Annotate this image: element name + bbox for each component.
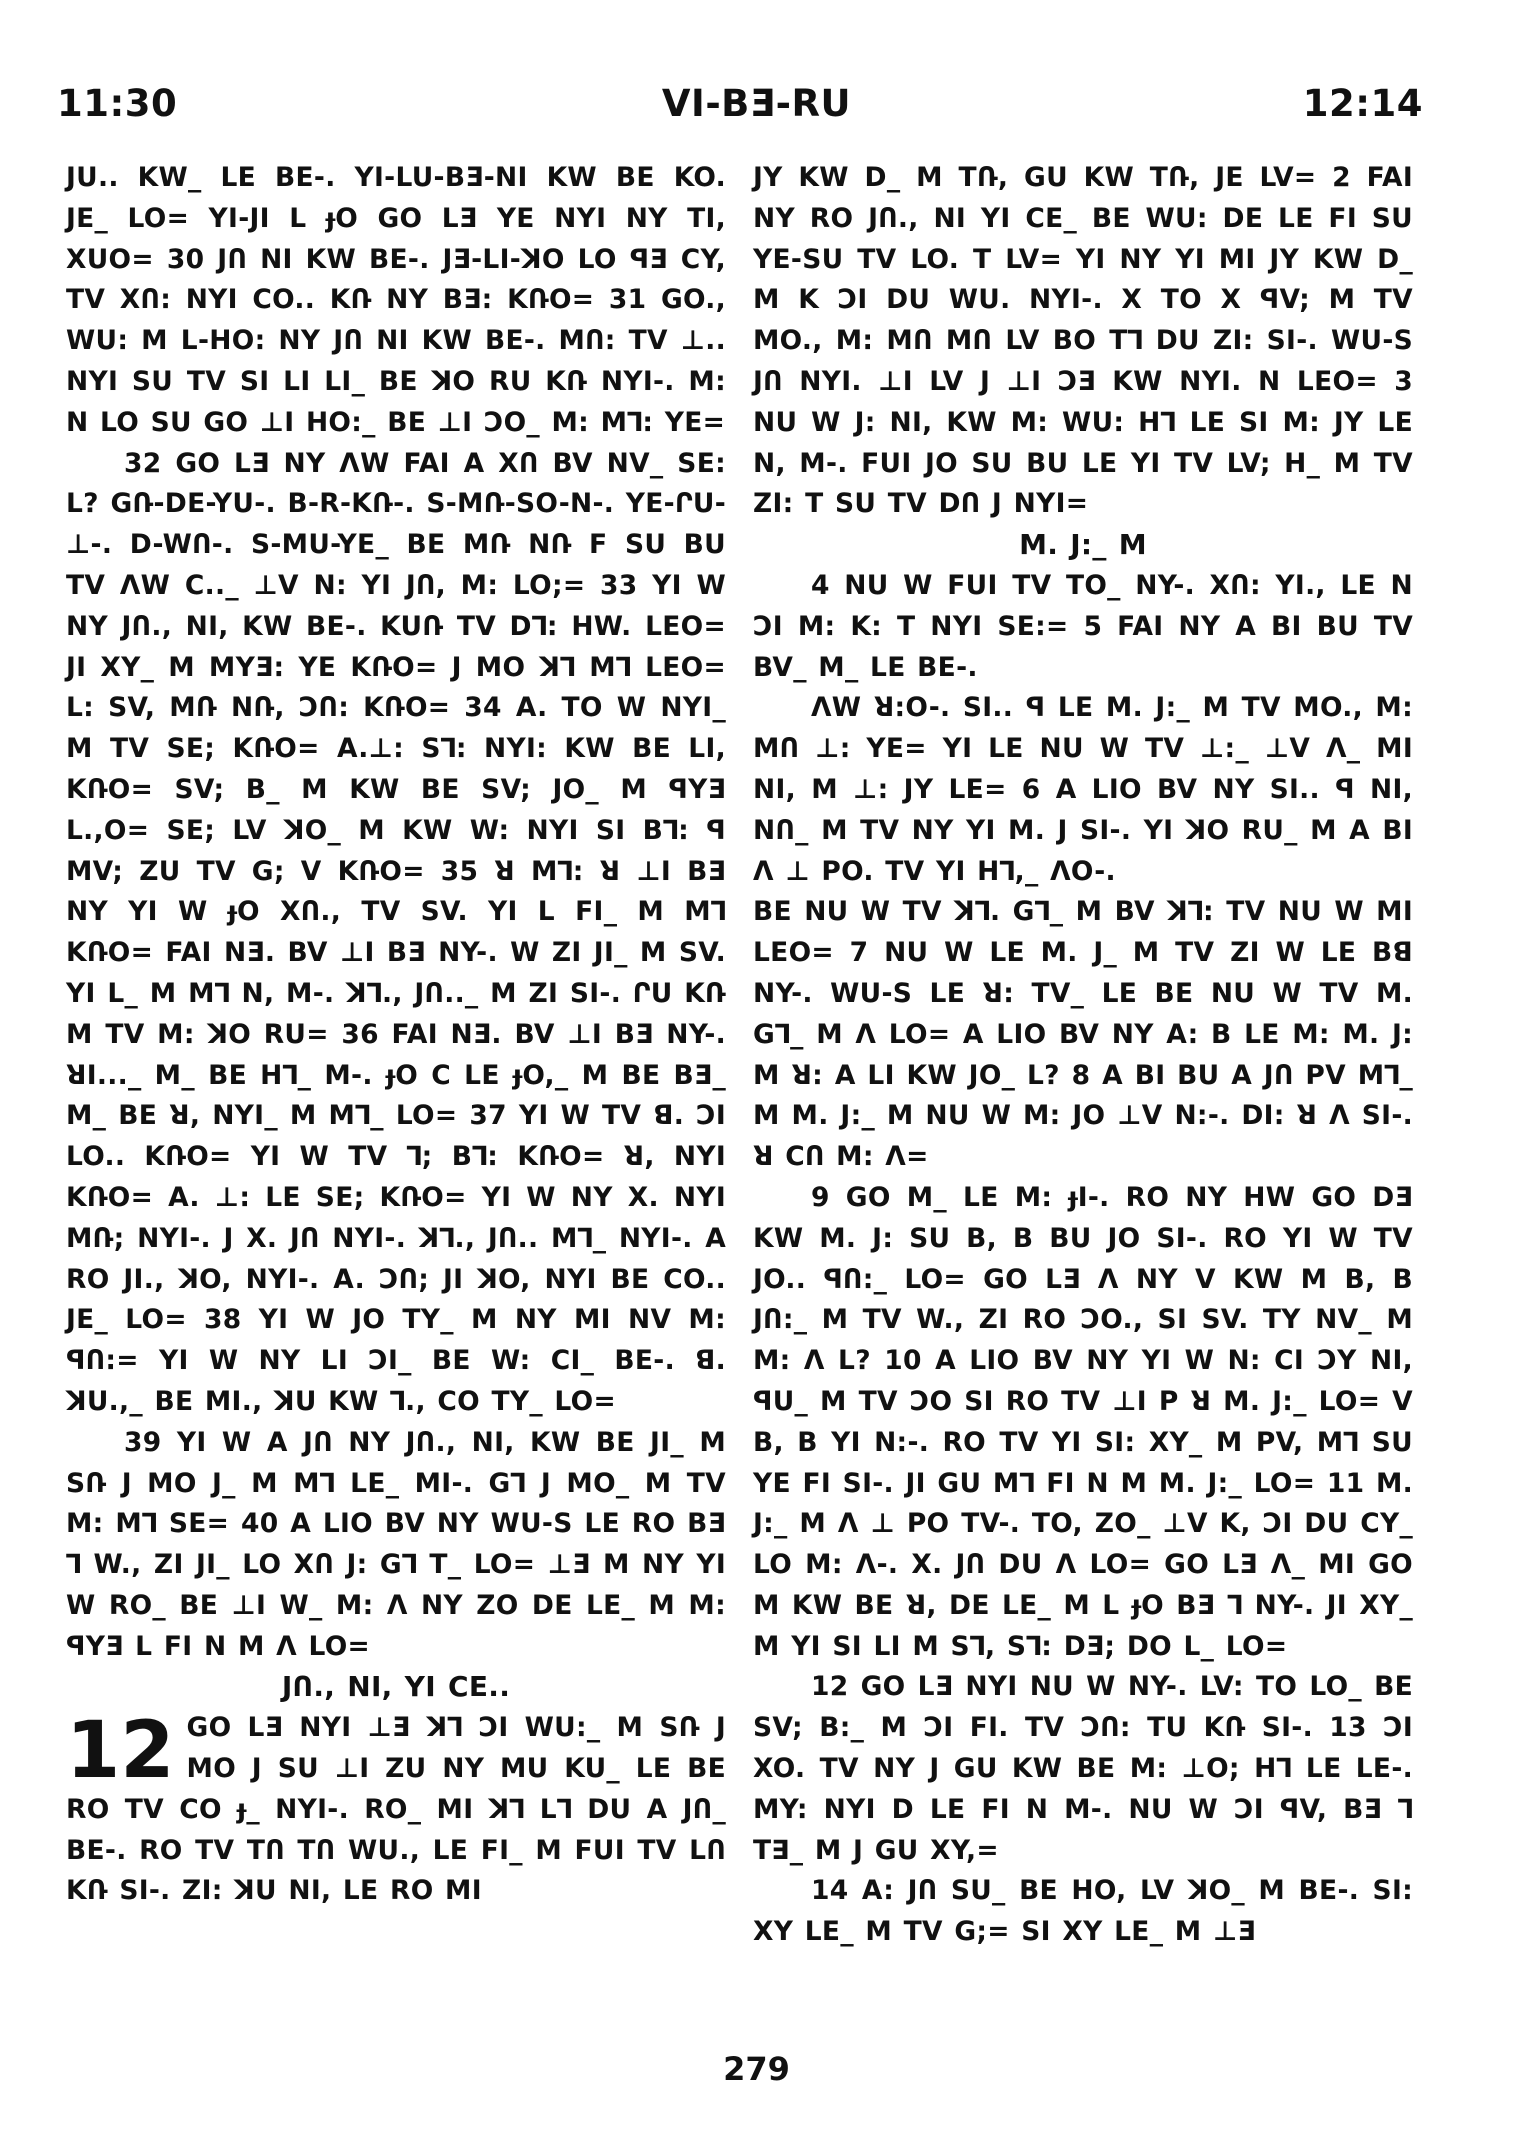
paragraph: BE NU W TV ꓘ⅂. G⅂_ M BV ꓘ⅂: TV NU W MI LEO= 7 NU W LE M. J_ M TV ZI W LE Bꓭ NY-. WU-S LE ꓤ: TV_ LE BE NU W TV M. G⅂_ M Λ LO= A LIO BV NY A: B LE M: M. J: M ꓤ: A LI KW JO_ L? 8 A BI BU A JՈ PV M⅂_ M M. J:_ M NU W M: JO ⊥V N:-. DI: ꓤ Λ SI-. ꓤ CՈ M: Λ= bbox=[753, 896, 1413, 1173]
paragraph: 12 GO LƎ NYI NU W NY-. LV: TO LO_ BE SV; B:_ M ƆI FI. TV ƆՈ: TU KՌ SI-. 13 ƆI XO. TV NY J GU KW BE M: ⊥O; H⅂ LE LE-. MY: NYI D LE FI N M-. NU W ƆI ꟼV, BƎ ⅂ T∃_ M J GU XY,= bbox=[753, 1671, 1413, 1866]
paragraph: JY KW D_ M TՌ, GU KW TՌ, JE LV= 2 FAI NY RO JՈ., NI YI CE_ BE WU: DE LE FI SU YE-SU TV LO. T LV= YI NY YI MI JY KW D_ M K ƆI DU WU. NYI-. X TO X ꟼV; M TV MO., M: MՈ MՈ LV BO T⅂ DU ZI: SI-. WU-S JՈ NYI. ⊥I LV J ⊥I ƆƎ KW NYI. N LEO= 3 NU W J: NI, KW M: WU: H⅂ LE SI M: JY LE N, M-. FUI JO SU BU LE YI TV LV; H_ M TV ZI: T SU TV DՈ J NYI= bbox=[753, 162, 1413, 520]
paragraph: 9 GO M_ LE M: ɟI-. RO NY HW GO DƎ KW M. J: SU B, B BU JO SI-. RO YI W TV JO.. ꟼՈ:_ LO= GO LƎ Λ NY V KW M B, B JՈ:_ M TV W., ZI RO ƆO., SI SV. TY NV_ M M: Λ L? 10 A LIO BV NY YI W N: CI ƆY NI, ꟼU_ M TV ƆO SI RO TV ⊥I P ꓤ M. J:_ LO= V B, B YI N:-. RO TV YI SI: XY_ M PV, M⅂ SU YE FI SI-. JI GU M⅂ FI N M M. J:_ LO= 11 M. J:_ M Λ ⊥ PO TV-. TO, ZO_ ⊥V K, ƆI DU CY_ LO M: Λ-. X. JՈ DU Λ LO= GO LƎ Λ_ MI GO M KW BE ꓤ, DE LE_ M L ɟO BƎ ⅂ NY-. JI XY_ M YI SI LI M S⅂, S⅂: DƎ; DO L_ LO= bbox=[753, 1181, 1413, 1662]
header-book-title: VI-BƎ-RU bbox=[661, 82, 852, 125]
right-column bbox=[753, 158, 1413, 1953]
left-column bbox=[66, 158, 726, 1912]
paragraph: JU.. KW_ LE BE-. YI-LU-BƎ-NI KW BE KO. JE_ LO= YI-JI L ɟO GO LƎ YE NYI NY TI, XUO= 30 JՈ NI KW BE-. JƎ-LI-ꓘO LO ꟼƎ CY, TV XՈ: NYI CO.. KՌ NY BƎ: KՌO= 31 GO., WU: M L-HO: NY JՈ NI KW BE-. MՈ: TV ⊥.. NYI SU TV SI LI LI_ BE ꓘO RU KՌ NYI-. M: N LO SU GO ⊥I HO:_ BE ⊥I ƆO_ M: M⅂: YE= bbox=[66, 162, 726, 438]
paragraph: GO LƎ NYI ⊥Ǝ ꓘ⅂ ƆI WU:_ M SՌ J MO J SU ⊥I ZU NY MU KU_ LE BE RO TV CO ɟ_ NYI-. RO_ MI ꓘ⅂ L⅂ DU A JՈ_ BE-. RO TV TՈ TՈ WU., LE FI_ M FUI TV LՈ KՌ SI-. ZI: ꓘU NI, LE RO MI bbox=[66, 1712, 726, 1907]
header-right-reference: 12:14 bbox=[1302, 82, 1423, 125]
section-heading: JՈ., NI, YI CE.. bbox=[281, 1670, 511, 1704]
chapter-number: 12 bbox=[66, 1706, 175, 1797]
chapter-opening bbox=[66, 1708, 726, 1912]
page-number: 279 bbox=[723, 2050, 790, 2088]
paragraph: 39 YI W A JՈ NY JՈ., NI, KW BE JI_ M SՌ J MO J_ M M⅂ LE_ MI-. G⅂ J MO_ M TV M: M⅂ SE= 40 A LIO BV NY WU-S LE RO BƎ ⅂ W., ZI JI_ LO XՈ J: G⅂ T_ LO= ⊥Ǝ M NY YI W RO_ BE ⊥I W_ M: Λ NY ZO DE LE_ M M: ꟼYƎ L FI N M Λ LO= bbox=[66, 1426, 726, 1662]
header-left-reference: 11:30 bbox=[57, 82, 178, 125]
paragraph: ΛW ꓤ:O-. SI.. ꟼ LE M. J:_ M TV MO., M: MՈ ⊥: YE= YI LE NU W TV ⊥:_ ⊥V Λ_ MI NI, M ⊥: JY LE= 6 A LIO BV NY SI.. ꟼ NI, NՈ_ M TV NY YI M. J SI-. YI ꓘO RU_ M A BI Λ ⊥ PO. TV YI H⅂,_ ΛO-. bbox=[753, 692, 1413, 887]
paragraph: 4 NU W FUI TV TO_ NY-. XՈ: YI., LE N ƆI M: K: T NYI SE:= 5 FAI NY A BI BU TV BV_ M_ LE BE-. bbox=[753, 569, 1413, 683]
paragraph: 32 GO LƎ NY ΛW FAI A XՈ BV NV_ SE: L? GՌ-DE-YU-. B-R-KՌ-. S-MՌ-SO-N-. YE-ՐU-⊥-. D-WՈ-. S-MU-YE_ BE MՌ NՌ F SU BU TV ΛW C.._ ⊥V N: YI JՈ, M: LO;= 33 YI W NY JՈ., NI, KW BE-. KUՌ TV D⅂: HW. LEO= JI XY_ M MYƎ: YE KՌO= J MO ꓘ⅂ M⅂ LEO= L: SV, MՌ NՌ, ƆՈ: KՌO= 34 A. TO W NYI_ M TV SE; KՌO= A.⊥: S⅂: NYI: KW BE LI, KՌO= SV; B_ M KW BE SV; JO_ M ꟼYƎ L.,O= SE; LV ꓘO_ M KW W: NYI SI B⅂: ꟼ MV; ZU TV G; V KՌO= 35 ꓤ M⅂: ꓤ ⊥I BƎ NY YI W ɟO XՈ., TV SV. YI L FI_ M M⅂ KՌO= FAI NƎ. BV ⊥I BƎ NY-. W ZI JI_ M SV. YI L_ M M⅂ N, M-. ꓘ⅂., JՈ.._ M ZI SI-. ՐU KՌ M TV M: ꓘO RU= 36 FAI NƎ. BV ⊥I BƎ NY-. ꓤI..._ M_ BE H⅂_ M-. ɟO C LE ɟO,_ M BE BƎ_ M_ BE ꓤ, NYI_ M M⅂_ LO= 37 YI W TV ꓭ. ƆI LO.. KՌO= YI W TV ⅂; B⅂: KՌO= ꓤ, NYI KՌO= A. ⊥: LE SE; KՌO= YI W NY X. NYI MՌ; NYI-. J X. JՈ NYI-. ꓘ⅂., JՈ.. M⅂_ NYI-. A RO JI., ꓘO, NYI-. A. ƆՈ; JI ꓘO, NYI BE CO.. JE_ LO= 38 YI W JO TY_ M NY MI NV M: ꟼՈ:= YI W NY LI ƆI_ BE W: CI_ BE-. ꓭ. ꓘU.,_ BE MI., ꓘU KW ⅂., CO TY_ LO= bbox=[66, 447, 726, 1417]
section-heading: M. J:_ M bbox=[1019, 528, 1147, 562]
paragraph: 14 A: JՈ SU_ BE HO, LV ꓘO_ M BE-. SI: XY LE_ M TV G;= SI XY LE_ M ⊥Ǝ bbox=[753, 1875, 1413, 1948]
